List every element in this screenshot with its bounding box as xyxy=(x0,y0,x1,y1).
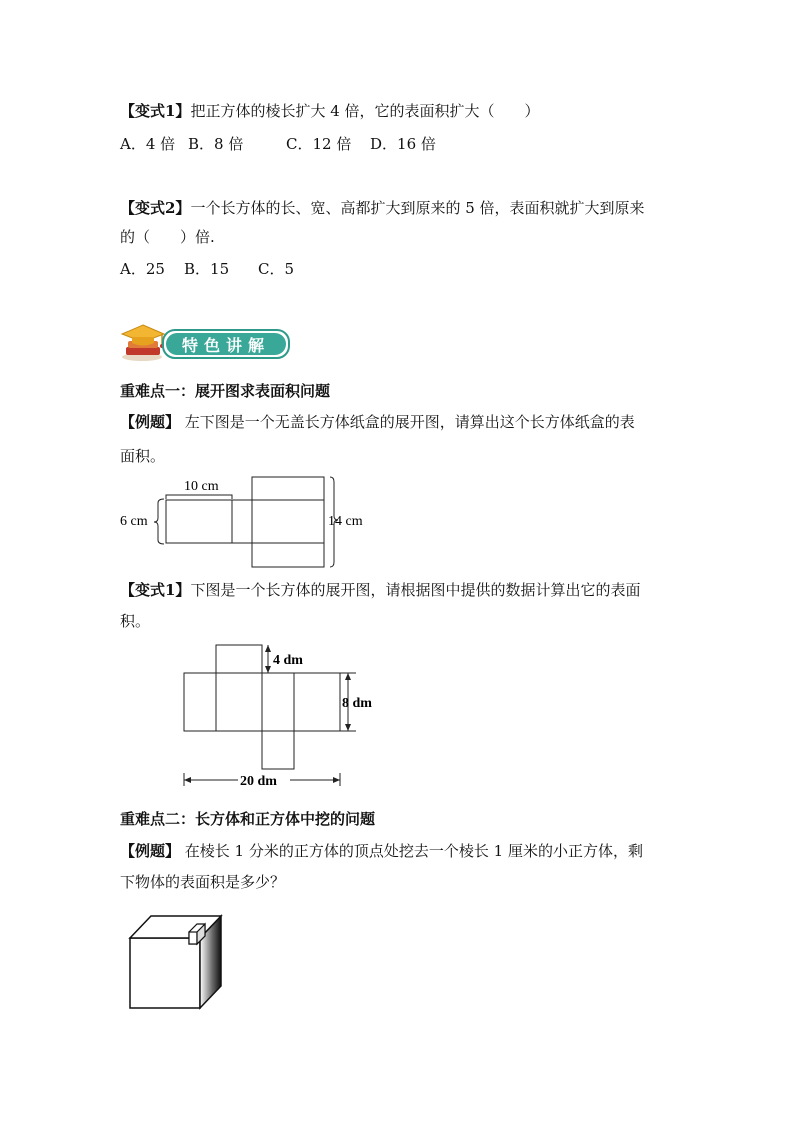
label-6cm: 6 cm xyxy=(120,514,148,529)
options-variant-2 xyxy=(120,258,294,280)
example-tag: 【例题】 xyxy=(120,413,181,431)
question-variant-1 xyxy=(120,100,540,122)
question-text: 一个长方体的长、宽、高都扩大到原来的 5 倍，表面积就扩大到原来 xyxy=(190,199,645,217)
label-14cm: 14 cm xyxy=(328,514,363,529)
example-text: 在棱长 1 分米的正方体的顶点处挖去一个棱长 1 厘米的小正方体，剩 xyxy=(180,842,643,860)
option-d: D．16 倍 xyxy=(370,135,436,153)
variant-1-line2: 积。 xyxy=(120,612,151,630)
option-c: C．5 xyxy=(258,260,295,278)
option-a: A．4 倍 xyxy=(120,135,176,153)
label-10cm: 10 cm xyxy=(184,479,219,494)
question-tag: 【变式2】 xyxy=(120,199,191,217)
question-tag: 【变式1】 xyxy=(120,102,191,120)
banner-title: 特色讲解 xyxy=(166,333,286,355)
section-heading-1: 重难点一：展开图求表面积问题 xyxy=(120,382,331,400)
question-variant-2-line2: 的（ ）倍. xyxy=(120,228,215,246)
question-text: 把正方体的棱长扩大 4 倍，它的表面积扩大（ ） xyxy=(190,102,540,120)
section-banner xyxy=(120,323,292,363)
label-8dm: 8 dm xyxy=(342,696,372,711)
question-variant-2 xyxy=(120,197,645,219)
label-4dm: 4 dm xyxy=(273,653,303,668)
example-1 xyxy=(120,411,635,433)
example-text: 左下图是一个无盖长方体纸盒的展开图，请算出这个长方体纸盒的表 xyxy=(180,413,635,431)
variant-tag: 【变式1】 xyxy=(120,581,191,599)
option-a: A．25 xyxy=(120,260,165,278)
section-heading-2: 重难点二：长方体和正方体中挖的问题 xyxy=(120,810,376,828)
banner-pill xyxy=(162,329,290,359)
example-2-line2: 下物体的表面积是多少？ xyxy=(120,873,286,891)
example-1-line2: 面积。 xyxy=(120,447,166,465)
box-net-figure-1 xyxy=(120,472,380,572)
label-20dm: 20 dm xyxy=(240,774,277,789)
variant-text: 下图是一个长方体的展开图，请根据图中提供的数据计算出它的表面 xyxy=(190,581,641,599)
option-c: C．12 倍 xyxy=(286,135,352,153)
options-variant-1 xyxy=(120,133,436,155)
box-net-figure-2 xyxy=(180,640,390,790)
cube-figure xyxy=(125,908,235,1013)
example-tag: 【例题】 xyxy=(120,842,181,860)
option-b: B．15 xyxy=(184,260,230,278)
option-b: B．8 倍 xyxy=(188,135,244,153)
example-2 xyxy=(120,840,643,862)
variant-1-section-1 xyxy=(120,579,640,601)
